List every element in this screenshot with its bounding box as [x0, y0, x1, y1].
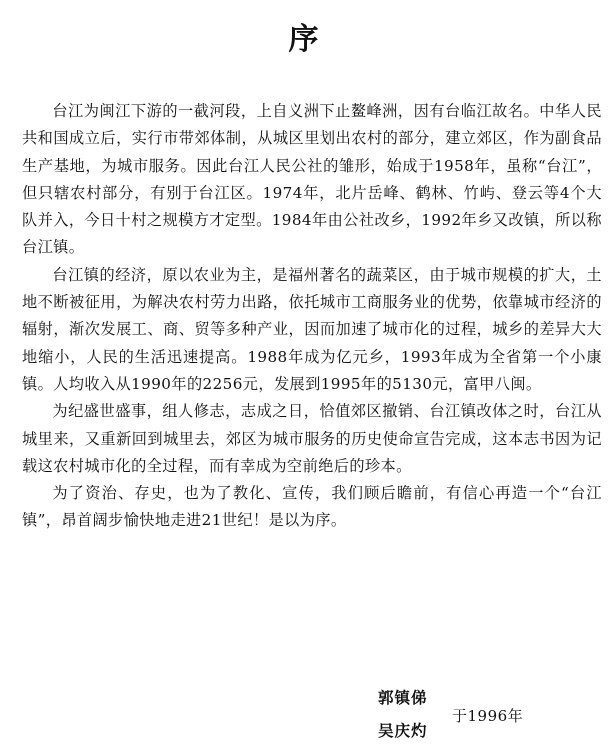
signature-date: 于1996年 [452, 707, 524, 725]
author-name-2: 吴庆灼 [378, 722, 428, 740]
page-title: 序 [288, 22, 321, 57]
preface-paragraph-3: 为纪盛世盛事，组人修志，志成之日，恰值郊区撤销、台江镇改体之时，台江从城里来，又重新回到城里去，郊区为城市服务的历史使命宣告完成，这本志书因为记载这农村城市化的全过程，而有幸成为空前绝后的珍本。 [22, 402, 602, 475]
preface-paragraph-4: 为了资治、存史，也为了教化、宣传，我们顾后瞻前，有信心再造一个“台江镇”，昂首阔步愉快地走进21世纪！是以为序。 [22, 484, 602, 530]
preface-paragraph-2: 台江镇的经济，原以农业为主，是福州著名的蔬菜区，由于城市规模的扩大，土地不断被征用，为解决农村劳力出路，依托城市工商服务业的优势，依靠城市经济的辐射，渐次发展工、商、贸等多种产业，因而加速了城市化的过程，城乡的差异大大地缩小，人民的生活迅速提高。1988年成为亿元乡，1993年成为全省第一个小康镇。人均收入从1990年的2256元，发展到1995年的5130元，富甲八闽。 [22, 265, 602, 393]
preface-paragraph-1: 台江为闽江下游的一截河段，上自义洲下止鳌峰洲，因有台临江故名。中华人民共和国成立后，实行市带郊体制，从城区里划出农村的部分，建立郊区，作为副食品生产基地，为城市服务。因此台江人民公社的雏形，始成于1958年，虽称“台江”，但只辖农村部分，有别于台江区。1974年，北片岳峰、鹤林、竹屿、登云等4个大队并入，今日十村之规模方才定型。1984年由公社改乡，1992年乡又改镇，所以称台江镇。 [22, 102, 602, 257]
preface-body [22, 98, 602, 535]
author-name-1: 郭镇俤 [378, 689, 428, 707]
